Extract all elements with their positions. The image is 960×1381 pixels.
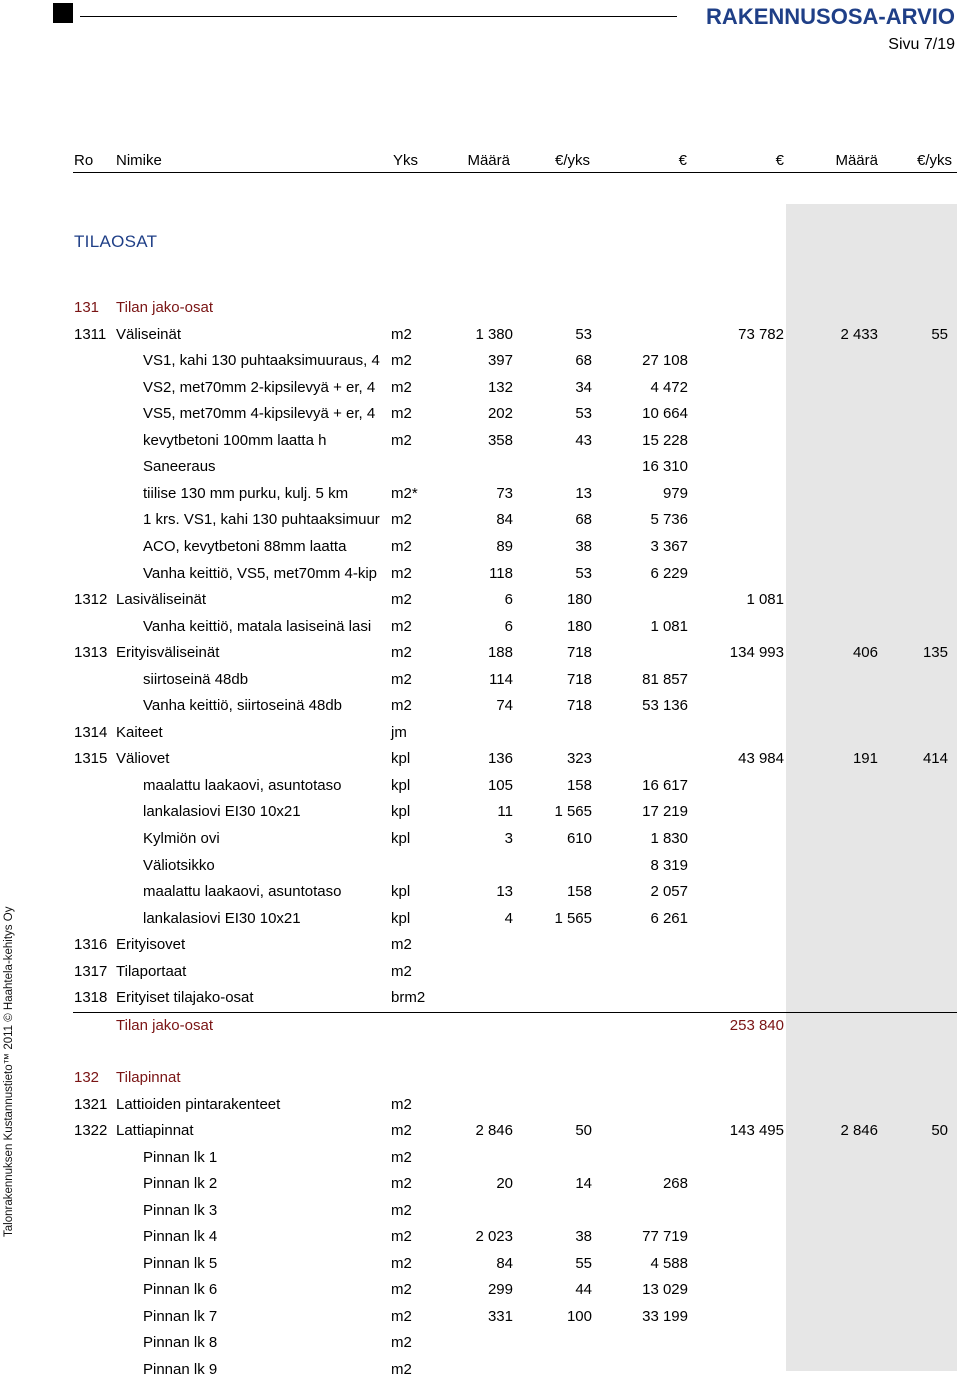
row-name: 1 krs. VS1, kahi 130 puhtaaksimuur bbox=[143, 511, 380, 529]
header-eur-total: € bbox=[775, 152, 784, 169]
row-unit: m2 bbox=[391, 962, 412, 980]
row-quantity-2: 191 bbox=[852, 750, 878, 768]
row-name: maalattu laakaovi, asuntotaso bbox=[143, 883, 342, 901]
table-row bbox=[73, 1304, 957, 1328]
row-quantity: 84 bbox=[496, 1254, 513, 1272]
row-unit: m2 bbox=[391, 591, 412, 609]
row-unit: m2 bbox=[391, 644, 412, 662]
row-unit-price: 718 bbox=[566, 644, 592, 662]
row-code: 1322 bbox=[74, 1122, 108, 1140]
table-row bbox=[73, 826, 957, 850]
header-maara-2: Määrä bbox=[835, 152, 878, 169]
row-unit: m2 bbox=[391, 1122, 412, 1140]
row-unit: m2 bbox=[391, 325, 412, 343]
row-unit-price: 43 bbox=[575, 431, 592, 449]
row-unit: m2 bbox=[391, 564, 412, 582]
table-row bbox=[73, 693, 957, 717]
row-quantity: 73 bbox=[496, 484, 513, 502]
row-name: Erityiset tilajako-osat bbox=[116, 989, 254, 1007]
row-quantity: 105 bbox=[487, 776, 513, 794]
row-name: Väliseinät bbox=[116, 325, 182, 343]
row-name: Tilan jako-osat bbox=[116, 1016, 213, 1034]
row-quantity: 397 bbox=[487, 352, 513, 370]
row-quantity: 89 bbox=[496, 537, 513, 555]
row-unit: m2 bbox=[391, 1281, 412, 1299]
table-row bbox=[73, 375, 957, 399]
row-total: 16 617 bbox=[642, 776, 688, 794]
table-row bbox=[73, 454, 957, 478]
row-name: Tilan jako-osat bbox=[116, 299, 213, 316]
row-name: Lattiapinnat bbox=[116, 1122, 194, 1140]
row-unit: m2 bbox=[391, 936, 412, 954]
row-unit-price: 53 bbox=[575, 325, 592, 343]
row-unit: kpl bbox=[391, 776, 411, 794]
header-black-square bbox=[53, 3, 73, 23]
row-unit-price: 68 bbox=[575, 511, 592, 529]
row-unit: kpl bbox=[391, 750, 411, 768]
row-total: 10 664 bbox=[642, 405, 688, 423]
row-quantity: 4 bbox=[504, 909, 513, 927]
row-unit-price: 158 bbox=[566, 883, 592, 901]
row-name: Pinnan lk 3 bbox=[143, 1201, 218, 1219]
table-row bbox=[73, 959, 957, 983]
row-unit: kpl bbox=[391, 830, 411, 847]
row-unit: kpl bbox=[391, 883, 411, 901]
row-name: Pinnan lk 8 bbox=[143, 1334, 218, 1352]
row-unit-price: 50 bbox=[575, 1122, 592, 1140]
table-row bbox=[73, 1118, 957, 1142]
row-quantity: 358 bbox=[487, 431, 513, 449]
row-total: 77 719 bbox=[642, 1228, 688, 1246]
row-name: Pinnan lk 5 bbox=[143, 1254, 218, 1272]
table-row bbox=[73, 561, 957, 585]
row-name: Vanha keittiö, matala lasiseinä lasi bbox=[143, 617, 372, 635]
row-total: 4 588 bbox=[650, 1254, 688, 1272]
row-name: Erityisovet bbox=[116, 936, 186, 954]
row-code: 1321 bbox=[74, 1095, 108, 1113]
row-unit-price: 1 565 bbox=[554, 909, 592, 927]
row-unit: m2 bbox=[391, 697, 412, 715]
row-unit: m2 bbox=[391, 1334, 412, 1352]
header-yks: Yks bbox=[393, 152, 419, 169]
table-row bbox=[73, 1330, 957, 1354]
row-name: Lattioiden pintarakenteet bbox=[116, 1095, 281, 1113]
row-total: 979 bbox=[662, 484, 688, 502]
row-name: siirtoseinä 48db bbox=[143, 670, 249, 688]
table-row bbox=[73, 906, 957, 930]
row-quantity: 74 bbox=[496, 697, 513, 715]
table-row bbox=[73, 1092, 957, 1116]
row-unit: brm2 bbox=[391, 989, 426, 1007]
row-total: 1 081 bbox=[650, 617, 688, 635]
table-row bbox=[73, 1251, 957, 1275]
row-quantity: 188 bbox=[487, 644, 513, 662]
row-quantity: 6 bbox=[504, 617, 513, 635]
row-name: Väliotsikko bbox=[143, 856, 215, 874]
header-eur: € bbox=[678, 152, 687, 169]
row-name: Väliovet bbox=[116, 750, 170, 768]
row-total: 5 736 bbox=[650, 511, 688, 529]
row-unit: m2* bbox=[391, 484, 418, 502]
row-unit: m2 bbox=[391, 1228, 412, 1246]
row-quantity: 114 bbox=[489, 670, 513, 688]
table-row bbox=[73, 614, 957, 638]
header-rule bbox=[80, 16, 677, 17]
row-name: Tilapinnat bbox=[116, 1068, 181, 1086]
row-total-2: 134 993 bbox=[729, 644, 784, 662]
row-unit-price: 44 bbox=[575, 1281, 592, 1299]
table-row bbox=[73, 640, 957, 664]
table-row bbox=[73, 773, 957, 797]
row-code: 1312 bbox=[74, 591, 108, 609]
table-row bbox=[73, 746, 957, 770]
row-code: 131 bbox=[74, 299, 100, 316]
table-row bbox=[73, 879, 957, 903]
row-code: 1316 bbox=[74, 936, 108, 954]
row-code: 1317 bbox=[74, 962, 108, 980]
table-row bbox=[73, 720, 957, 744]
page-number: Sivu 7/19 bbox=[888, 36, 955, 53]
table-row bbox=[73, 1224, 957, 1248]
row-name: Vanha keittiö, VS5, met70mm 4-kip bbox=[143, 564, 377, 582]
row-quantity: 6 bbox=[504, 591, 513, 609]
row-unit-price-2: 55 bbox=[931, 325, 948, 343]
row-unit-price-2: 50 bbox=[931, 1122, 948, 1140]
row-unit: m2 bbox=[391, 1307, 412, 1325]
row-total: 6 229 bbox=[650, 564, 688, 582]
row-name: Pinnan lk 1 bbox=[143, 1148, 218, 1166]
row-quantity-2: 2 433 bbox=[840, 325, 878, 343]
row-total-2: 73 782 bbox=[738, 325, 784, 343]
row-unit-price: 55 bbox=[575, 1254, 592, 1272]
row-total: 16 310 bbox=[642, 458, 688, 476]
row-total-2: 1 081 bbox=[746, 591, 784, 609]
table-row bbox=[73, 799, 957, 823]
row-code: 1318 bbox=[74, 989, 108, 1007]
table-row bbox=[73, 1357, 957, 1381]
subtotal-row bbox=[73, 1012, 957, 1037]
row-name: ACO, kevytbetoni 88mm laatta bbox=[143, 537, 347, 555]
row-total: 3 367 bbox=[650, 537, 688, 555]
row-unit: m2 bbox=[391, 670, 412, 688]
row-unit-price: 158 bbox=[566, 776, 592, 794]
row-total: 27 108 bbox=[642, 352, 688, 370]
row-quantity: 202 bbox=[487, 405, 513, 423]
row-unit-price: 38 bbox=[575, 1228, 592, 1246]
row-total: 33 199 bbox=[642, 1307, 688, 1325]
group-row bbox=[73, 295, 957, 319]
row-unit: m2 bbox=[391, 1175, 412, 1193]
table-row bbox=[73, 853, 957, 877]
header-eur-per-unit: €/yks bbox=[554, 152, 590, 169]
row-name: Saneeraus bbox=[143, 458, 216, 476]
row-name: Pinnan lk 7 bbox=[143, 1307, 218, 1325]
row-unit: m2 bbox=[391, 378, 412, 396]
row-total: 268 bbox=[662, 1175, 688, 1193]
row-quantity: 299 bbox=[487, 1281, 513, 1299]
row-code: 1314 bbox=[74, 723, 108, 741]
row-name: Pinnan lk 2 bbox=[143, 1175, 218, 1193]
row-unit: m2 bbox=[391, 1148, 412, 1166]
row-unit-price: 718 bbox=[566, 697, 592, 715]
row-total: 53 136 bbox=[642, 697, 688, 715]
row-total: 6 261 bbox=[650, 909, 688, 927]
row-unit-price: 1 565 bbox=[554, 803, 592, 821]
row-unit: m2 bbox=[391, 537, 412, 555]
row-unit-price: 610 bbox=[566, 830, 592, 847]
table-row bbox=[73, 348, 957, 372]
table-row bbox=[73, 1171, 957, 1195]
row-name: Lasiväliseinät bbox=[116, 591, 207, 609]
table-row bbox=[73, 985, 957, 1009]
section-title: TILAOSAT bbox=[74, 232, 158, 251]
table-row bbox=[73, 932, 957, 956]
row-total: 8 319 bbox=[650, 856, 688, 874]
row-total: 81 857 bbox=[642, 670, 688, 688]
row-quantity: 331 bbox=[487, 1307, 513, 1325]
row-name: Pinnan lk 6 bbox=[143, 1281, 218, 1299]
row-unit-price: 34 bbox=[575, 378, 592, 396]
header-maara: Määrä bbox=[467, 152, 510, 169]
table-row bbox=[73, 587, 957, 611]
row-unit: m2 bbox=[391, 1254, 412, 1272]
document-title: RAKENNUSOSA-ARVIO bbox=[706, 4, 955, 29]
row-unit-price: 180 bbox=[566, 617, 592, 635]
row-code: 1311 bbox=[74, 325, 107, 343]
header-ro: Ro bbox=[74, 152, 94, 169]
table-row bbox=[73, 322, 957, 346]
row-name: Erityisväliseinät bbox=[116, 644, 220, 662]
row-unit: m2 bbox=[391, 617, 412, 635]
row-total-2: 43 984 bbox=[738, 750, 784, 768]
row-quantity: 2 023 bbox=[475, 1228, 513, 1246]
row-unit-price: 53 bbox=[575, 564, 592, 582]
row-unit-price: 323 bbox=[566, 750, 592, 768]
column-header-row bbox=[73, 148, 957, 173]
header-nimike: Nimike bbox=[116, 152, 162, 169]
row-name: VS1, kahi 130 puhtaaksimuuraus, 4 bbox=[143, 352, 380, 370]
row-quantity: 1 380 bbox=[475, 325, 513, 343]
row-quantity: 3 bbox=[504, 830, 513, 847]
table-row bbox=[73, 1198, 957, 1222]
header-eur-per-unit-2: €/yks bbox=[916, 152, 952, 169]
row-unit: m2 bbox=[391, 511, 412, 529]
row-name: lankalasiovi EI30 10x21 bbox=[143, 803, 301, 821]
table-row bbox=[73, 401, 957, 425]
row-unit: m2 bbox=[391, 352, 412, 370]
row-name: kevytbetoni 100mm laatta h bbox=[143, 431, 327, 449]
row-unit-price: 38 bbox=[575, 537, 592, 555]
group-row bbox=[73, 1065, 957, 1089]
row-unit: m2 bbox=[391, 1095, 412, 1113]
row-code: 1315 bbox=[74, 750, 108, 768]
row-code: 1313 bbox=[74, 644, 108, 662]
row-quantity: 136 bbox=[487, 750, 513, 768]
row-total-2: 253 840 bbox=[729, 1016, 784, 1034]
row-quantity: 118 bbox=[489, 564, 513, 582]
table-row bbox=[73, 667, 957, 691]
row-name: Kaiteet bbox=[116, 723, 163, 741]
table-row bbox=[73, 428, 957, 452]
row-code: 132 bbox=[74, 1068, 100, 1086]
table-row bbox=[73, 534, 957, 558]
row-unit: jm bbox=[391, 723, 407, 741]
row-unit-price: 13 bbox=[575, 484, 592, 502]
row-name: VS5, met70mm 4-kipsilevyä + er, 4 bbox=[143, 405, 376, 423]
row-name: Pinnan lk 4 bbox=[143, 1228, 218, 1246]
row-name: Kylmiön ovi bbox=[143, 830, 220, 847]
table-row bbox=[73, 1145, 957, 1169]
row-name: tiilise 130 mm purku, kulj. 5 km bbox=[143, 484, 349, 502]
row-total: 13 029 bbox=[642, 1281, 688, 1299]
row-total: 17 219 bbox=[642, 803, 688, 821]
row-unit-price: 180 bbox=[566, 591, 592, 609]
row-quantity-2: 2 846 bbox=[840, 1122, 878, 1140]
row-unit: m2 bbox=[391, 405, 412, 423]
row-quantity: 13 bbox=[496, 883, 513, 901]
row-total: 15 228 bbox=[642, 431, 688, 449]
table-row bbox=[73, 481, 957, 505]
row-quantity: 132 bbox=[487, 378, 513, 396]
row-quantity: 20 bbox=[496, 1175, 513, 1193]
row-total: 1 830 bbox=[650, 830, 688, 847]
row-quantity: 84 bbox=[496, 511, 513, 529]
row-name: VS2, met70mm 2-kipsilevyä + er, 4 bbox=[143, 378, 376, 396]
row-name: Vanha keittiö, siirtoseinä 48db bbox=[143, 697, 343, 715]
row-unit: m2 bbox=[391, 1361, 412, 1378]
row-unit-price: 53 bbox=[575, 405, 592, 423]
row-unit: m2 bbox=[391, 1201, 412, 1219]
row-unit: m2 bbox=[391, 431, 412, 449]
row-unit-price: 718 bbox=[566, 670, 592, 688]
row-name: Tilaportaat bbox=[116, 962, 187, 980]
table-row bbox=[73, 507, 957, 531]
row-unit-price: 68 bbox=[575, 352, 592, 370]
row-unit: kpl bbox=[391, 909, 411, 927]
row-unit-price: 14 bbox=[575, 1175, 592, 1193]
row-name: Pinnan lk 9 bbox=[143, 1361, 218, 1378]
row-unit-price: 100 bbox=[566, 1307, 592, 1325]
row-name: lankalasiovi EI30 10x21 bbox=[143, 909, 301, 927]
row-unit: kpl bbox=[391, 803, 411, 821]
row-unit-price-2: 414 bbox=[922, 750, 948, 768]
table-row bbox=[73, 1277, 957, 1301]
row-quantity: 2 846 bbox=[475, 1122, 513, 1140]
row-unit-price-2: 135 bbox=[922, 644, 948, 662]
row-quantity: 11 bbox=[497, 803, 513, 821]
row-name: maalattu laakaovi, asuntotaso bbox=[143, 776, 342, 794]
row-total-2: 143 495 bbox=[729, 1122, 784, 1140]
side-copyright-text: Talonrakennuksen Kustannustieto™ 2011 © Haahtela-kehitys Oy bbox=[3, 906, 15, 1237]
row-quantity-2: 406 bbox=[852, 644, 878, 662]
row-total: 2 057 bbox=[650, 883, 688, 901]
row-total: 4 472 bbox=[650, 378, 688, 396]
spacer-row bbox=[73, 1038, 957, 1062]
